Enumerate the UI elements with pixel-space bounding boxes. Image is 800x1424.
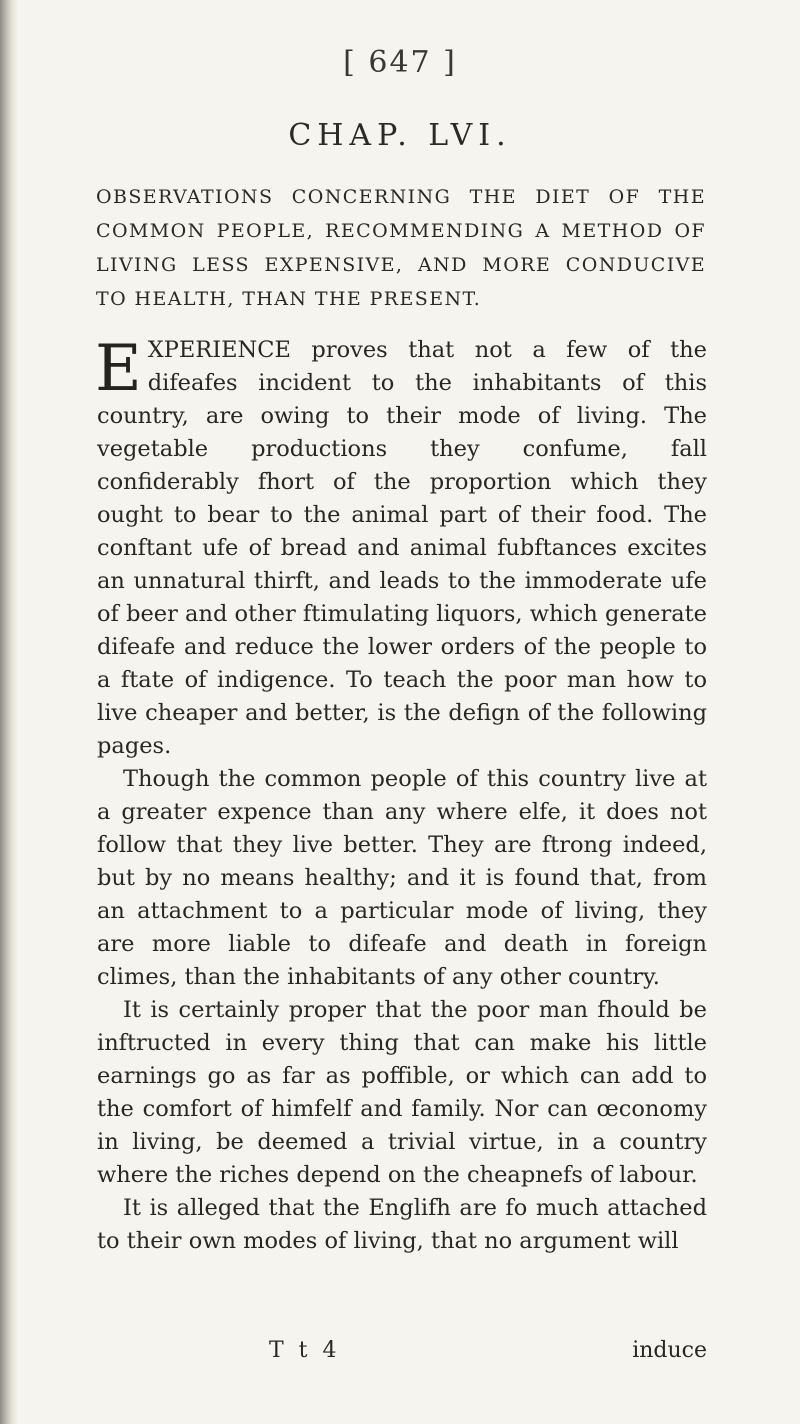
paragraph-1: [97, 334, 707, 763]
paragraph-1-text: XPERIENCE proves that not a few of the difeafes incident to the inhabitants of this country, are owing to their mode of living. The vegetable productions they confume, fall confiderably fhort of the proportion which they ought to bear to the animal part of their food. The conftant ufe of bread and animal fubftances excites an unnatural thirft, and leads to the immoderate ufe of beer and other ftimulating liquors, which generate difeafe and reduce the lower orders of the people to a ftate of indigence. To teach the poor man how to live cheaper and better, is the defign of the following pages.: [97, 337, 707, 759]
paragraph-3: It is certainly proper that the poor man fhould be inftructed in every thing that can make his little earnings go as far as poffible, or which can add to the comfort of himfelf and family. Nor can œconomy in living, be deemed a trivial virtue, in a country where the riches depend on the cheapnefs of labour.: [97, 997, 707, 1188]
catchword: induce: [632, 1338, 707, 1363]
page-number: [ 647 ]: [343, 45, 457, 80]
paragraph-2: Though the common people of this country live at a greater expence than any where elfe, it does not follow that they live better. They are ftrong indeed, but by no means healthy; and it is found that, from an attachment to a particular mode of living, they are more liable to difeafe and death in foreign climes, than the inhabitants of any other country.: [97, 766, 707, 990]
page-binding-shadow: [0, 0, 18, 1424]
drop-cap: E: [95, 332, 142, 406]
chapter-heading: CHAP. LVI.: [288, 118, 512, 153]
chapter-subtitle: OBSERVATIONS CONCERNING THE DIET OF THE COMMON PEOPLE, RECOMMENDING A METHOD OF LIVING LESS EXPENSIVE, AND MORE CONDUCIVE TO HEALTH, THAN THE PRESENT.: [96, 186, 706, 310]
paragraph-4: It is alleged that the Englifh are fo much attached to their own modes of living, that no argument will: [97, 1195, 707, 1254]
signature-mark: T t 4: [269, 1338, 341, 1363]
page-footer: [97, 1338, 707, 1374]
body-text: [97, 334, 707, 1258]
